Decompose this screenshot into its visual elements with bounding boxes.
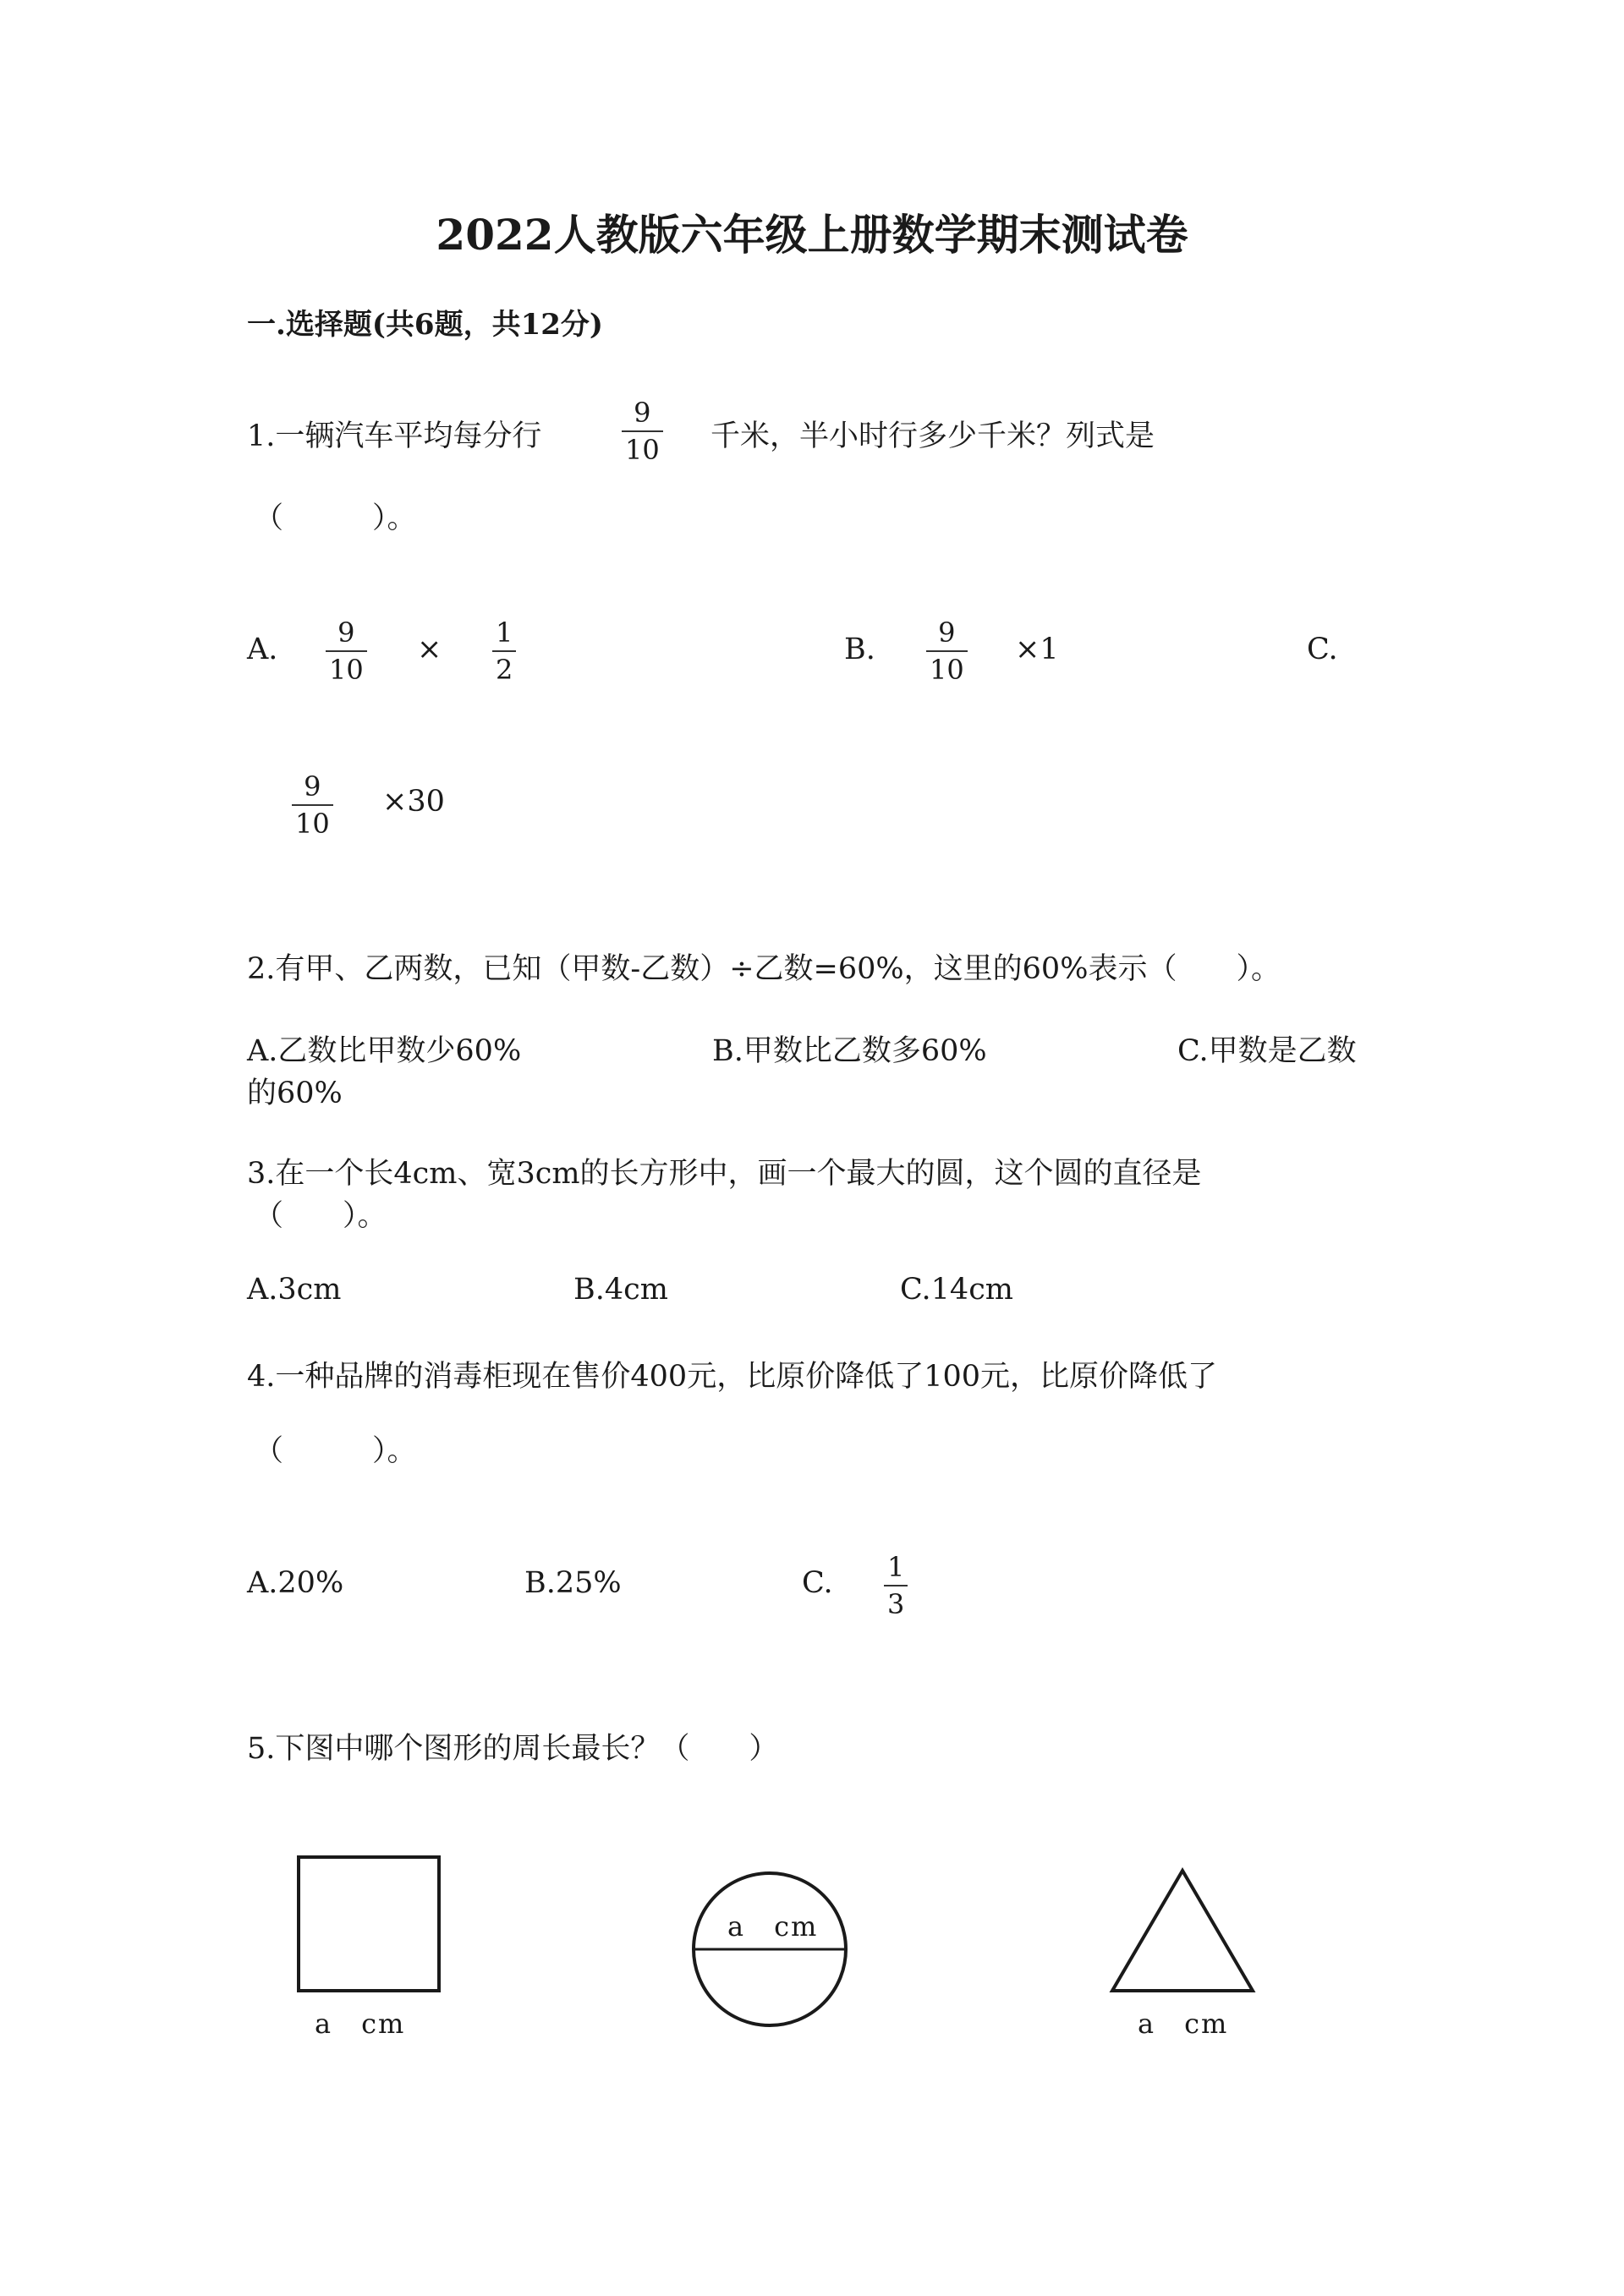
- fraction-denominator: 10: [930, 654, 964, 686]
- q2-option-c-continued: 的60%: [247, 1077, 343, 1110]
- q2-option-c: C.甲数是乙数: [1177, 1034, 1357, 1068]
- q3-option-a: A.3cm: [247, 1273, 342, 1307]
- q1-option-a-label: A.: [247, 633, 278, 666]
- page-title: 2022人教版六年级上册数学期末测试卷: [436, 210, 1188, 260]
- fraction-denominator: 2: [496, 654, 513, 686]
- q4-blank: （ ）。: [254, 1434, 417, 1468]
- circle-diameter-label: a cm: [727, 1910, 819, 1943]
- q1-option-b-tail: ×1: [1015, 633, 1059, 666]
- q4-option-b: B.25%: [524, 1566, 622, 1600]
- fraction-denominator: 10: [329, 654, 364, 686]
- square-shape: [299, 1857, 439, 1991]
- q2-text: 2.有甲、乙两数，已知（甲数-乙数）÷乙数=60%，这里的60%表示（ ）。: [247, 952, 1281, 986]
- q5-text: 5.下图中哪个图形的周长最长？（ ）: [247, 1732, 779, 1766]
- q1-option-c-tail: ×30: [382, 785, 445, 819]
- triangle-side-label: a cm: [1138, 2008, 1229, 2040]
- fraction-denominator: 10: [295, 808, 330, 840]
- q4-option-c-label: C.: [802, 1566, 833, 1600]
- fraction-numerator: 9: [938, 616, 956, 649]
- section-heading: 一.选择题(共6题，共12分): [247, 308, 603, 342]
- q2-option-a: A.乙数比甲数少60%: [247, 1034, 522, 1068]
- q3-option-c: C.14cm: [900, 1273, 1013, 1307]
- fraction-numerator: 1: [496, 616, 513, 649]
- q1-option-b-label: B.: [844, 633, 875, 666]
- fraction-denominator: 3: [887, 1588, 905, 1620]
- fraction-numerator: 9: [337, 616, 355, 649]
- q1-blank: （ ）。: [254, 501, 417, 535]
- q2-option-b: B.甲数比乙数多60%: [712, 1034, 987, 1068]
- q3-text: 3.在一个长4cm、宽3cm的长方形中，画一个最大的圆，这个圆的直径是: [247, 1157, 1202, 1191]
- q3-blank: （ ）。: [254, 1199, 387, 1233]
- q4-text: 4.一种品牌的消毒柜现在售价400元，比原价降低了100元，比原价降低了: [247, 1360, 1218, 1394]
- q1-option-c-label: C.: [1307, 633, 1338, 666]
- triangle-shape: [1112, 1871, 1253, 1991]
- fraction-numerator: 1: [887, 1551, 905, 1583]
- fraction-numerator: 9: [634, 397, 651, 429]
- q4-option-a: A.20%: [247, 1566, 344, 1600]
- q1-option-a-operator: ×: [417, 633, 442, 666]
- q3-option-b: B.4cm: [573, 1273, 668, 1307]
- square-side-label: a cm: [315, 2008, 406, 2040]
- q1-text-b: 千米，半小时行多少千米？列式是: [710, 419, 1155, 453]
- fraction-numerator: 9: [304, 770, 321, 803]
- fraction-denominator: 10: [625, 434, 660, 466]
- q1-text-a: 1.一辆汽车平均每分行: [247, 419, 542, 453]
